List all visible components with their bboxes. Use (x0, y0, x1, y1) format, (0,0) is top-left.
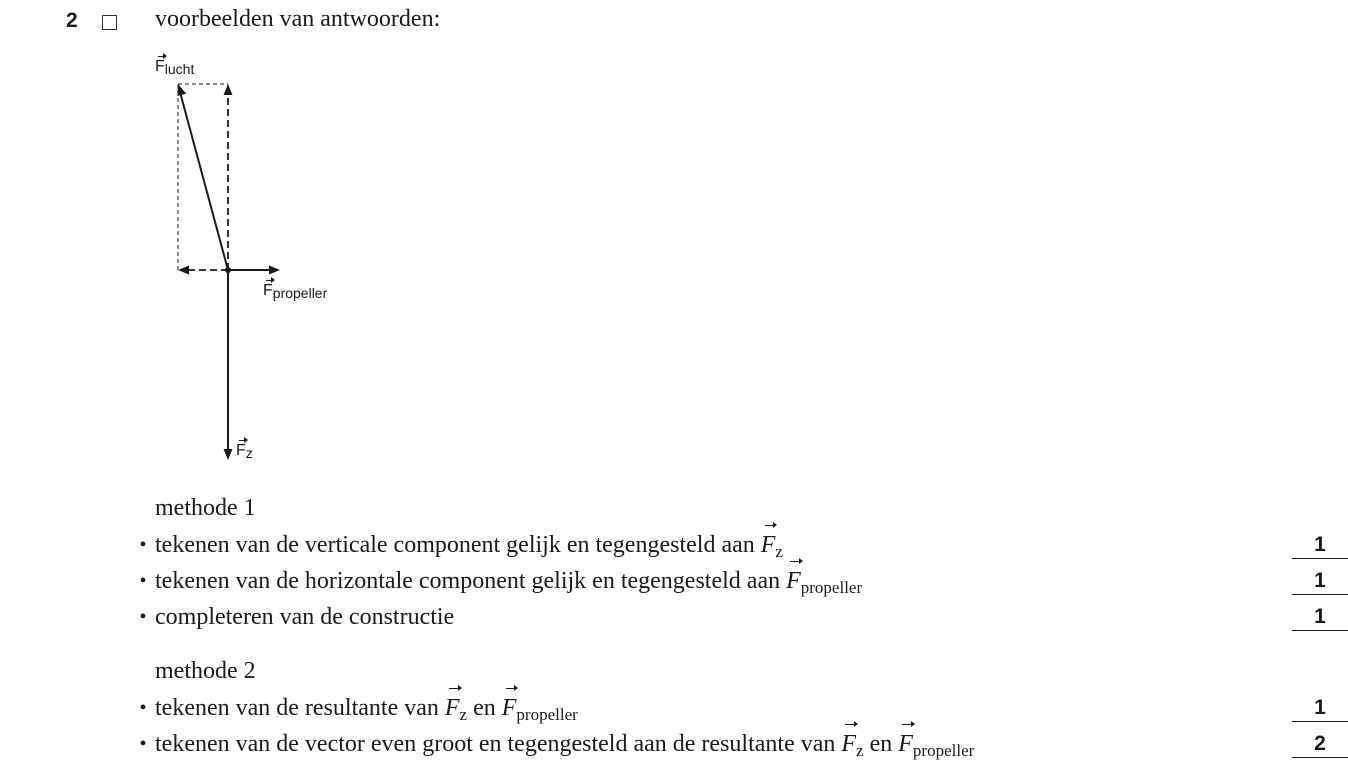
arrowhead-propeller (269, 266, 280, 275)
list-item (136, 600, 1348, 634)
bullet-icon: • (139, 733, 147, 755)
label-f-z: $F_z$ (236, 442, 253, 461)
list-item (136, 528, 1348, 562)
label-f-lucht: $F_{lucht}$ (155, 58, 195, 77)
list-item (136, 564, 1348, 598)
vector-lucht (180, 92, 228, 270)
bullet-icon: • (139, 606, 147, 628)
score: 1 (1292, 532, 1348, 559)
bullet-icon: • (139, 697, 147, 719)
vector-arrow-icon: F (155, 58, 165, 75)
score: 1 (1292, 604, 1348, 631)
vector-arrow-icon: F (236, 442, 246, 459)
criterion-text: completeren van de constructie (155, 604, 455, 630)
criterion-text: tekenen van de resultante van $F_z$ en $F_{propeller}$ (155, 691, 578, 732)
arrowhead-z (224, 449, 233, 460)
vector-arrow-icon: F (263, 282, 273, 299)
criterion-text: tekenen van de verticale component gelijk en tegengesteld aan $F_z$ (155, 528, 783, 569)
criterion-text: tekenen van de vector even groot en tegengesteld aan de resultante van $F_z$ en $F_{propeller}$ (155, 727, 974, 768)
origin-point (225, 267, 231, 273)
bullet-icon: • (139, 534, 147, 556)
list-item (136, 691, 1348, 725)
arrowhead-lucht (177, 84, 186, 96)
criterion-text: tekenen van de horizontale component gelijk en tegengesteld aan $F_{propeller}$ (155, 564, 862, 605)
method2-title: methode 2 (155, 658, 256, 684)
arrowhead-horizontal-component (178, 266, 189, 275)
score: 1 (1292, 695, 1348, 722)
score: 2 (1292, 731, 1348, 758)
question-intro: voorbeelden van antwoorden: (155, 6, 441, 32)
method1-title: methode 1 (155, 495, 256, 521)
bullet-icon: • (139, 570, 147, 592)
score: 1 (1292, 568, 1348, 595)
label-f-propeller: $F_{propeller}$ (263, 282, 328, 301)
question-number: 2 (66, 9, 78, 32)
list-item (136, 727, 1348, 761)
arrowhead-vertical-component (224, 84, 233, 95)
